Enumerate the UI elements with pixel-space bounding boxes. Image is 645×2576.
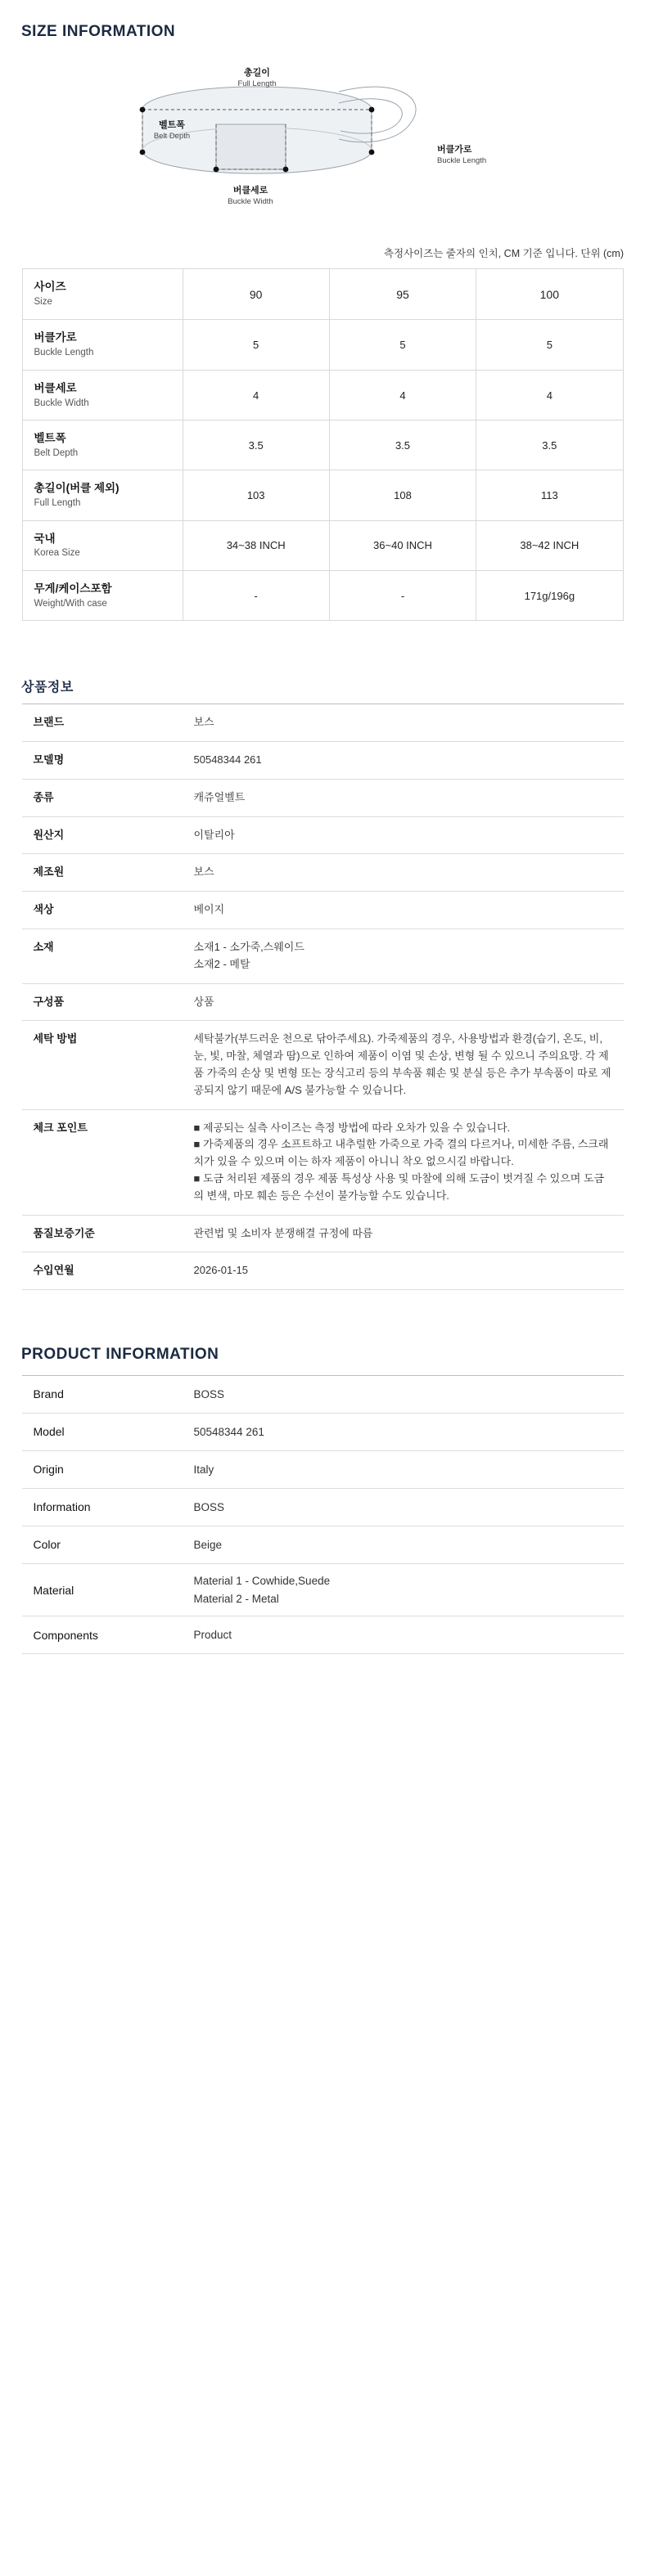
size-row-label-ko: 무게/케이스포함 xyxy=(34,582,112,595)
info-value-line: 보스 xyxy=(193,865,214,879)
page-title-size-information: SIZE INFORMATION xyxy=(21,23,176,40)
info-value-line: Material 2 - Metal xyxy=(193,1592,279,1605)
info-key: Origin xyxy=(22,1451,183,1489)
table-row xyxy=(22,779,624,816)
size-row-label-en: Korea Size xyxy=(34,548,80,559)
info-value-line: Italy xyxy=(193,1463,214,1476)
size-row-label-en: Buckle Length xyxy=(34,347,94,357)
size-measure-note: 측정사이즈는 줄자의 인치, CM 기준 입니다. 단위 (cm) xyxy=(383,248,624,259)
info-value xyxy=(183,704,624,742)
info-value-line: 50548344 261 xyxy=(193,1425,264,1438)
table-row xyxy=(22,1451,624,1489)
table-row xyxy=(22,470,623,520)
size-row-label-ko: 버클세로 xyxy=(34,382,77,394)
info-value xyxy=(183,1526,624,1564)
info-value-line: 소재2 - 메탈 xyxy=(193,957,250,970)
table-row xyxy=(22,320,623,371)
table-row xyxy=(22,741,624,779)
info-key: Material xyxy=(22,1564,183,1616)
size-row-label-ko: 버클가로 xyxy=(34,331,77,344)
size-column-95: 95 xyxy=(329,269,476,320)
diagram-label-buckle-width-ko: 버클세로 xyxy=(232,186,268,196)
info-value-line: ■ 가죽제품의 경우 소프트하고 내추럴한 가죽으로 가죽 결의 다르거나, 미세한 주름, 스크래치가 있을 수 있으며 이는 하자 제품이 아니니 착오 없으시길 바랍니다. xyxy=(193,1138,609,1168)
info-value-line: ■ 도금 처리된 제품의 경우 제품 특성상 사용 및 마찰에 의해 도금이 벗겨질 수 있으며 도금의 변색, 마모 훼손 등은 수선이 불가능할 수도 있습니다. xyxy=(193,1171,605,1202)
info-key: Model xyxy=(22,1414,183,1451)
info-value-line: Material 1 - Cowhide,Suede xyxy=(193,1575,331,1588)
table-row xyxy=(22,570,623,620)
size-cell: 103 xyxy=(183,470,329,520)
table-row xyxy=(22,1616,624,1654)
info-key: 세탁 방법 xyxy=(22,1021,183,1109)
info-value xyxy=(183,741,624,779)
table-row xyxy=(22,1376,624,1414)
size-row-label xyxy=(22,320,183,371)
diagram-label-belt-depth-en: Belt Depth xyxy=(153,132,191,141)
size-cell: 5 xyxy=(329,320,476,371)
spacer xyxy=(0,1290,645,1323)
size-cell: 3.5 xyxy=(476,420,623,470)
info-value xyxy=(183,1489,624,1526)
info-value-line: 소재1 - 소가죽,스웨이드 xyxy=(193,940,304,953)
info-value-line: 50548344 261 xyxy=(193,753,262,766)
size-row-label xyxy=(22,420,183,470)
table-row xyxy=(22,854,624,892)
section-title-product-information-en: PRODUCT INFORMATION xyxy=(21,1346,219,1364)
size-row-label xyxy=(22,570,183,620)
table-row xyxy=(22,520,623,570)
info-value-line: 캐쥬얼벨트 xyxy=(193,790,246,803)
size-row-label-ko: 벨트폭 xyxy=(34,432,66,445)
info-value-line: BOSS xyxy=(193,1387,225,1400)
size-header-cell xyxy=(22,269,183,320)
info-key: Brand xyxy=(22,1376,183,1414)
table-row xyxy=(22,1489,624,1526)
size-header-en: Size xyxy=(34,296,52,307)
table-row xyxy=(22,1215,624,1252)
info-key: 구성품 xyxy=(22,983,183,1021)
diagram-label-belt-depth-ko: 벨트폭 xyxy=(159,120,185,130)
size-row-label-en: Full Length xyxy=(34,498,81,509)
info-value-line: 세탁불가(부드러운 천으로 닦아주세요). 가죽제품의 경우, 사용방법과 환경(습기, 온도, 비, 눈, 빛, 마찰, 체열과 땀)으로 인하여 제품이 이염 및 손상, 변형 될 수 있으니 주의요망. 각 제품 가죽의 손상 및 변형 또는 장식고리 등의 부속품 훼손 및 분실 등은 추가 부속품이 따로 제공되지 않기 때문에 A/S 불가능할 수 있습니다. xyxy=(193,1032,611,1096)
table-row xyxy=(22,928,624,983)
info-value-line: 상품 xyxy=(193,995,214,1008)
size-row-label-ko: 총길이(버클 제외) xyxy=(34,482,120,495)
info-key: 수입연월 xyxy=(22,1252,183,1290)
diagram-label-buckle-length-ko: 버클가로 xyxy=(437,145,472,155)
table-row xyxy=(22,1414,624,1451)
size-cell: 108 xyxy=(329,470,476,520)
table-row xyxy=(22,892,624,929)
info-value xyxy=(183,983,624,1021)
info-key: Components xyxy=(22,1616,183,1654)
size-column-90: 90 xyxy=(183,269,329,320)
table-row xyxy=(22,704,624,742)
diagram-label-full-length-en: Full Length xyxy=(237,79,277,88)
product-info-table-ko xyxy=(22,704,624,1290)
info-key: 색상 xyxy=(22,892,183,929)
info-key: 원산지 xyxy=(22,816,183,854)
info-value xyxy=(183,854,624,892)
size-row-label-en: Buckle Width xyxy=(34,398,89,408)
info-value-line: Beige xyxy=(193,1538,223,1551)
info-value-line: 보스 xyxy=(193,716,214,729)
belt-diagram xyxy=(0,52,645,239)
size-table xyxy=(22,268,624,621)
size-cell: 4 xyxy=(476,371,623,420)
info-value xyxy=(183,892,624,929)
table-row xyxy=(22,420,623,470)
info-key: 종류 xyxy=(22,779,183,816)
table-row xyxy=(22,1021,624,1109)
belt-diagram-svg xyxy=(93,61,552,224)
diagram-label-buckle-width-en: Buckle Width xyxy=(228,197,273,206)
table-row xyxy=(22,983,624,1021)
size-cell: 5 xyxy=(476,320,623,371)
info-value-line: ■ 제공되는 실측 사이즈는 측정 방법에 따라 오차가 있을 수 있습니다. xyxy=(193,1121,511,1134)
info-value xyxy=(183,1451,624,1489)
info-value xyxy=(183,779,624,816)
info-key: 브랜드 xyxy=(22,704,183,742)
size-row-label xyxy=(22,520,183,570)
size-row-label xyxy=(22,470,183,520)
info-value xyxy=(183,1616,624,1654)
diagram-label-full-length-ko: 총길이 xyxy=(244,68,270,78)
size-column-100: 100 xyxy=(476,269,623,320)
size-cell: 5 xyxy=(183,320,329,371)
size-cell: 36~40 INCH xyxy=(329,520,476,570)
info-value xyxy=(183,1414,624,1451)
spacer xyxy=(0,621,645,654)
info-value xyxy=(183,1564,624,1616)
size-row-label-en: Belt Depth xyxy=(34,447,79,458)
size-row-label xyxy=(22,371,183,420)
size-header-ko: 사이즈 xyxy=(34,281,66,294)
info-key: 제조원 xyxy=(22,854,183,892)
info-key: 체크 포인트 xyxy=(22,1109,183,1215)
info-key: 모델명 xyxy=(22,741,183,779)
section-title-product-info-ko: 상품정보 xyxy=(21,681,74,695)
size-cell: 4 xyxy=(183,371,329,420)
size-cell: 3.5 xyxy=(183,420,329,470)
size-cell: 4 xyxy=(329,371,476,420)
table-row-header xyxy=(22,269,623,320)
size-row-label-ko: 국내 xyxy=(34,532,56,545)
info-key: 소재 xyxy=(22,928,183,983)
info-value xyxy=(183,928,624,983)
size-cell: 38~42 INCH xyxy=(476,520,623,570)
table-row xyxy=(22,1252,624,1290)
table-row xyxy=(22,1564,624,1616)
product-info-table-en xyxy=(22,1375,624,1654)
table-row xyxy=(22,1109,624,1215)
info-key: Color xyxy=(22,1526,183,1564)
info-value-line: 이탈리아 xyxy=(193,828,235,841)
info-value-line: Product xyxy=(193,1629,232,1641)
table-row xyxy=(22,816,624,854)
table-row xyxy=(22,1526,624,1564)
size-cell: - xyxy=(183,570,329,620)
info-value-line: 베이지 xyxy=(193,903,225,916)
table-row xyxy=(22,371,623,420)
size-cell: 113 xyxy=(476,470,623,520)
info-value xyxy=(183,816,624,854)
info-value xyxy=(183,1215,624,1252)
info-value xyxy=(183,1252,624,1290)
info-value xyxy=(183,1376,624,1414)
info-value-line: BOSS xyxy=(193,1500,225,1513)
info-key: Information xyxy=(22,1489,183,1526)
size-row-label-en: Weight/With case xyxy=(34,598,107,609)
info-key: 품질보증기준 xyxy=(22,1215,183,1252)
size-cell: 34~38 INCH xyxy=(183,520,329,570)
info-value-line: 2026-01-15 xyxy=(193,1264,248,1277)
info-value xyxy=(183,1109,624,1215)
diagram-label-buckle-length-en: Buckle Length xyxy=(437,156,487,165)
size-cell: 3.5 xyxy=(329,420,476,470)
info-value-line: 관련법 및 소비자 분쟁해결 규정에 따름 xyxy=(193,1226,373,1239)
size-cell: - xyxy=(329,570,476,620)
info-value xyxy=(183,1021,624,1109)
size-cell: 171g/196g xyxy=(476,570,623,620)
